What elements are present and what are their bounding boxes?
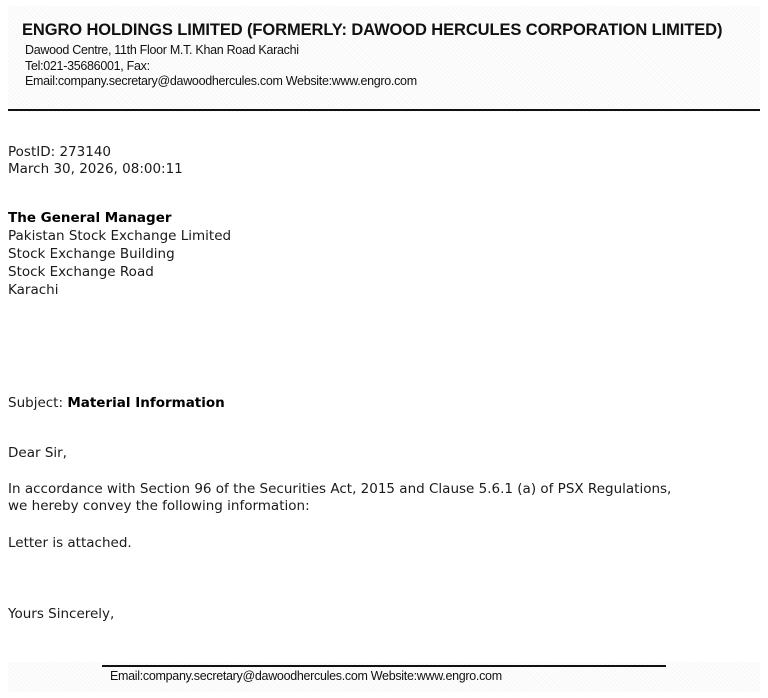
salutation: Dear Sir, (8, 445, 67, 461)
recipient-title: The General Manager (8, 210, 172, 226)
letterhead-divider (8, 109, 760, 111)
recipient-line: Pakistan Stock Exchange Limited (8, 228, 232, 244)
company-address: Dawood Centre, 11th Floor M.T. Khan Road Karachi (25, 43, 299, 57)
attachment-note: Letter is attached. (8, 535, 132, 551)
company-name: ENGRO HOLDINGS LIMITED (FORMERLY: DAWOOD HERCULES CORPORATION LIMITED) (22, 21, 723, 39)
recipient-line: Karachi (8, 282, 59, 298)
recipient-line: Stock Exchange Building (8, 246, 175, 262)
subject-line (8, 394, 225, 412)
company-email-website: Email:company.secretary@dawoodhercules.com Website:www.engro.com (25, 74, 417, 88)
recipient-line: Stock Exchange Road (8, 264, 154, 280)
company-contact: Tel:021-35686001, Fax: (25, 59, 150, 73)
subject-label: Subject: (8, 395, 68, 411)
post-id: PostID: 273140 (8, 144, 111, 160)
post-datetime: March 30, 2026, 08:00:11 (8, 161, 183, 177)
body-paragraph-line2: we hereby convey the following information: (8, 498, 310, 514)
subject-value: Material Information (67, 395, 225, 411)
footer-divider (102, 665, 666, 667)
body-paragraph-line1: In accordance with Section 96 of the Securities Act, 2015 and Clause 5.6.1 (a) of PSX Regulations, (8, 481, 672, 497)
closing: Yours Sincerely, (8, 606, 115, 622)
footer-email-website: Email:company.secretary@dawoodhercules.com Website:www.engro.com (110, 669, 502, 683)
